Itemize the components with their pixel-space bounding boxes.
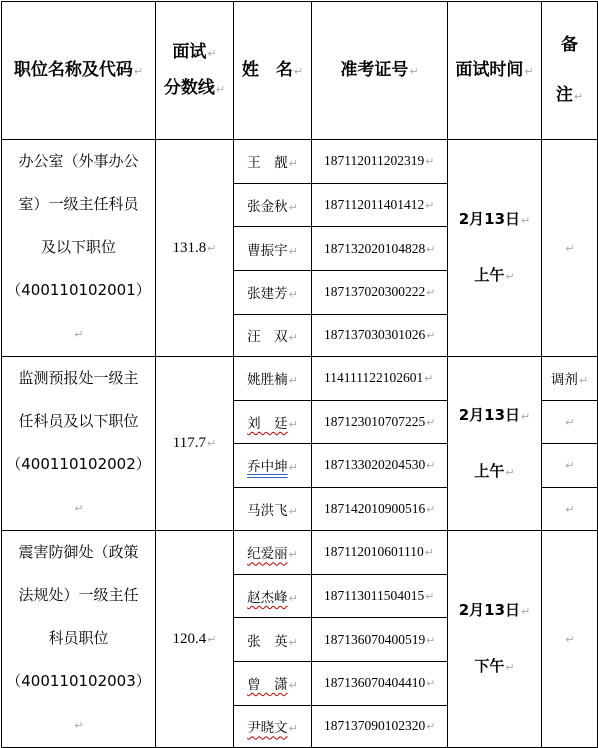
note-cell: 调剂↵: [542, 357, 598, 401]
position-text: 室）一级主任科员: [18, 195, 139, 213]
time-date: 2月13日: [458, 601, 521, 619]
candidate-exam-id: 187123010707225↵: [312, 400, 448, 444]
candidate-exam-id: 187136070400519↵: [312, 618, 448, 662]
position-code: （400110102003）: [6, 672, 151, 690]
candidate-name-text: 尹晓文: [247, 720, 288, 737]
header-name-label: 姓 名: [241, 59, 293, 80]
position-code: （400110102002）: [6, 455, 151, 473]
score-cell: 120.4↵: [156, 531, 234, 748]
candidate-exam-id: 187112011401412↵: [312, 183, 448, 227]
exam-id-text: 187137030301026: [324, 327, 426, 343]
candidate-name: 王 靓↵: [234, 140, 312, 184]
exam-id-text: 187142010900516: [324, 500, 426, 516]
header-position: 职位名称及代码↵: [2, 2, 156, 140]
position-text: 任科员及以下职位: [18, 412, 139, 430]
candidate-exam-id: 187137090102320↵: [312, 705, 448, 747]
candidate-exam-id: 187142010900516↵: [312, 487, 448, 531]
score-cell: 131.8↵: [156, 140, 234, 357]
header-exam-id-label: 准考证号: [340, 59, 409, 80]
candidate-name-text: 曾 潇: [247, 677, 288, 694]
position-text: 及以下职位: [40, 238, 116, 256]
exam-id-text: 114111122102601: [324, 370, 424, 386]
candidate-name: 曾 潇↵: [234, 661, 312, 705]
candidate-exam-id: 187112010601110↵: [312, 531, 448, 575]
header-time: 面试时间↵: [448, 2, 542, 140]
candidate-name-text: 纪爱丽: [247, 546, 288, 563]
interview-schedule-table: [1, 1, 598, 748]
candidate-exam-id: 187112011202319↵: [312, 140, 448, 184]
header-name: 姓 名↵: [234, 2, 312, 140]
note-cell: ↵: [542, 400, 598, 444]
header-note-label-2: 注: [555, 84, 573, 105]
exam-id-text: 187132020104828: [324, 240, 426, 256]
score-cell: 117.7↵: [156, 357, 234, 531]
candidate-name-text: 曹振宇: [247, 242, 288, 259]
position-text: 办公室（外事办公: [18, 152, 139, 170]
exam-id-text: 187123010707225: [324, 413, 426, 429]
header-note-label-1: 备: [561, 34, 578, 55]
candidate-name-text: 张金秋: [247, 198, 288, 215]
candidate-name: 曹振宇↵: [234, 227, 312, 271]
candidate-name-text: 姚胜楠: [247, 372, 288, 389]
header-score-label-1: 面试: [172, 41, 207, 62]
candidate-name: 乔中坤↵: [234, 444, 312, 488]
candidate-name-text: 刘 廷: [247, 415, 288, 432]
candidate-name-text: 马洪飞: [247, 502, 288, 519]
time-period: 上午: [474, 461, 505, 480]
table-row: [2, 140, 598, 184]
candidate-name: 张 英↵: [234, 618, 312, 662]
score-value: 117.7: [172, 435, 206, 451]
position-code: （400110102001）: [6, 281, 151, 299]
exam-id-text: 187137020300222: [324, 284, 426, 300]
candidate-name: 赵杰峰↵: [234, 574, 312, 618]
candidate-name: 姚胜楠↵: [234, 357, 312, 401]
exam-id-text: 187137090102320: [324, 718, 426, 734]
exam-id-text: 187112010601110: [324, 544, 424, 560]
candidate-name-text: 乔中坤: [247, 459, 288, 476]
time-period: 上午: [474, 266, 505, 284]
exam-id-text: 187136070404410: [324, 675, 426, 691]
candidate-name: 纪爱丽↵: [234, 531, 312, 575]
candidate-exam-id: 187132020104828↵: [312, 227, 448, 271]
candidate-name-text: 赵杰峰: [247, 589, 288, 606]
position-text: 科员职位: [48, 629, 109, 647]
table-row: [2, 357, 598, 401]
exam-id-text: 187112011401412: [324, 196, 425, 212]
candidate-exam-id: 114111122102601↵: [312, 357, 448, 401]
candidate-name: 张建芳↵: [234, 270, 312, 314]
header-exam-id: 准考证号↵: [312, 2, 448, 140]
time-cell: 2月13日↵ 上午↵: [448, 140, 542, 357]
position-text: 震害防御处（政策: [18, 543, 139, 561]
candidate-exam-id: 187113011504015↵: [312, 574, 448, 618]
position-text: 监测预报处一级主: [18, 369, 139, 387]
header-position-label: 职位名称及代码: [13, 59, 133, 80]
exam-id-text: 187136070400519: [324, 631, 426, 647]
candidate-name: 尹晓文↵: [234, 705, 312, 747]
note-cell: ↵: [542, 140, 598, 357]
candidate-exam-id: 187133020204530↵: [312, 444, 448, 488]
header-note: 备 注↵: [542, 2, 598, 140]
time-date: 2月13日: [458, 405, 521, 424]
candidate-exam-id: 187137030301026↵: [312, 314, 448, 356]
position-cell: 震害防御处（政策 法规处）一级主任 科员职位 （400110102003）↵: [2, 531, 156, 748]
note-cell: ↵: [542, 487, 598, 531]
candidate-name: 马洪飞↵: [234, 487, 312, 531]
table-row: [2, 531, 598, 575]
header-score-label-2: 分数线: [163, 77, 215, 98]
score-value: 131.8: [172, 239, 207, 256]
note-text: 调剂: [550, 372, 578, 389]
candidate-name-text: 王 靓: [247, 155, 288, 172]
time-date: 2月13日: [458, 210, 521, 228]
candidate-name-text: 张 英: [247, 633, 288, 650]
exam-id-text: 187113011504015: [324, 587, 425, 603]
time-cell: 2月13日↵ 下午↵: [448, 531, 542, 748]
candidate-name: 汪 双↵: [234, 314, 312, 356]
candidate-name: 刘 廷↵: [234, 400, 312, 444]
candidate-exam-id: 187136070404410↵: [312, 661, 448, 705]
header-score: 面试↵ 分数线↵: [156, 2, 234, 140]
time-cell: 2月13日↵ 上午↵: [448, 357, 542, 531]
candidate-name: 张金秋↵: [234, 183, 312, 227]
position-text: 法规处）一级主任: [18, 586, 139, 604]
position-cell: 办公室（外事办公 室）一级主任科员 及以下职位 （400110102001）↵: [2, 140, 156, 357]
note-cell: ↵: [542, 444, 598, 488]
note-cell: ↵: [542, 531, 598, 748]
exam-id-text: 187112011202319: [324, 153, 425, 169]
position-cell: 监测预报处一级主 任科员及以下职位 （400110102002）↵: [2, 357, 156, 531]
score-value: 120.4: [172, 630, 207, 647]
exam-id-text: 187133020204530: [324, 457, 426, 473]
candidate-name-text: 汪 双: [247, 329, 288, 346]
header-time-label: 面试时间: [455, 59, 524, 80]
time-period: 下午: [474, 657, 505, 675]
header-row: [2, 2, 598, 140]
candidate-exam-id: 187137020300222↵: [312, 270, 448, 314]
candidate-name-text: 张建芳: [247, 286, 288, 303]
